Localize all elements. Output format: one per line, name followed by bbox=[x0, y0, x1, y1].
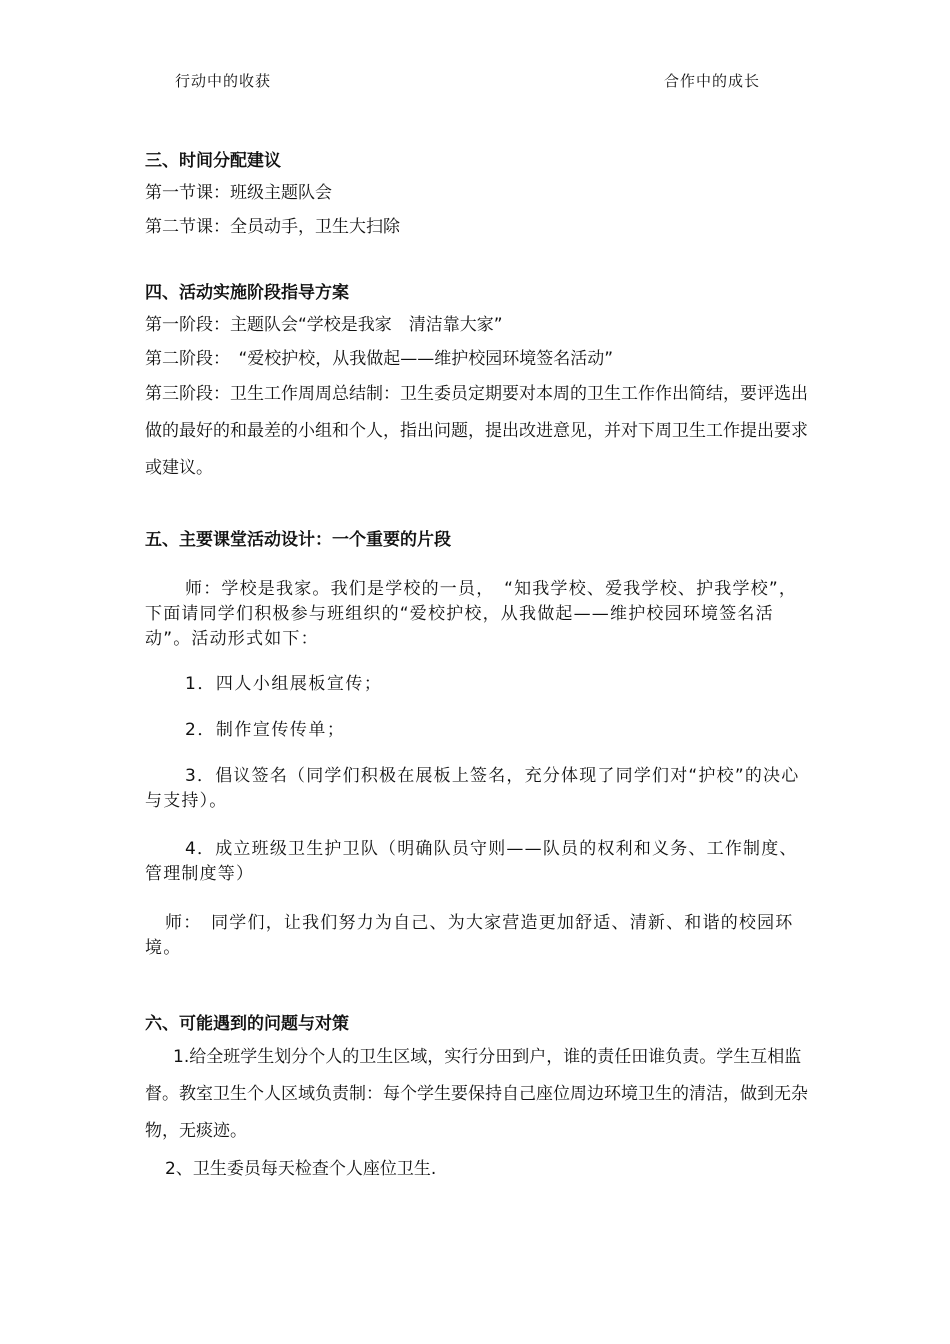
section5-item-4: 4．成立班级卫生护卫队（明确队员守则——队员的权利和义务、工作制度、管理制度等） bbox=[145, 839, 798, 884]
section4-title: 四、活动实施阶段指导方案 bbox=[145, 283, 349, 303]
header-left-title: 行动中的收获 bbox=[175, 72, 272, 90]
section4-line-2: 第二阶段： “爱校护校，从我做起——维护校园环境签名活动” bbox=[145, 349, 614, 369]
section4-line-1: 第一阶段：主题队会“学校是我家 清洁靠大家” bbox=[145, 315, 503, 335]
section5-closing: 师： 同学们，让我们努力为自己、为大家营造更加舒适、清新、和谐的校园环境。 bbox=[145, 913, 794, 958]
section5-intro: 师：学校是我家。我们是学校的一员， “知我学校、爱我学校、护我学校”，下面请同学们积极参与班组织的“爱校护校，从我做起——维护校园环境签名活动”。活动形式如下： bbox=[145, 579, 798, 649]
section5-item-2: 2．制作宣传传单； bbox=[185, 720, 346, 740]
section6-title: 六、可能遇到的问题与对策 bbox=[145, 1014, 349, 1034]
section3-line-1: 第一节课：班级主题队会 bbox=[145, 183, 332, 203]
section4-stage3: 第三阶段：卫生工作周周总结制：卫生委员定期要对本周的卫生工作作出简结，要评选出做的最好的和最差的小组和个人，指出问题，提出改进意见，并对下周卫生工作提出要求或建议。 bbox=[145, 384, 808, 478]
document-body bbox=[145, 146, 810, 1188]
section5-item-1: 1．四人小组展板宣传； bbox=[185, 674, 383, 694]
section5-title: 五、主要课堂活动设计：一个重要的片段 bbox=[145, 530, 451, 550]
section6-item-2: 2、卫生委员每天检查个人座位卫生. bbox=[165, 1159, 437, 1179]
header-right-title: 合作中的成长 bbox=[664, 72, 761, 90]
section5-item-3: 3．倡议签名（同学们积极在展板上签名，充分体现了同学们对“护校”的决心与支持）。 bbox=[145, 766, 800, 811]
section6-item-1: 1.给全班学生划分个人的卫生区域，实行分田到户，谁的责任田谁负责。学生互相监督。教室卫生个人区域负责制：每个学生要保持自己座位周边环境卫生的清洁，做到无杂物，无痰迹。 bbox=[145, 1047, 808, 1141]
section3-line-2: 第二节课：全员动手，卫生大扫除 bbox=[145, 217, 400, 237]
section3-title: 三、时间分配建议 bbox=[145, 151, 281, 171]
